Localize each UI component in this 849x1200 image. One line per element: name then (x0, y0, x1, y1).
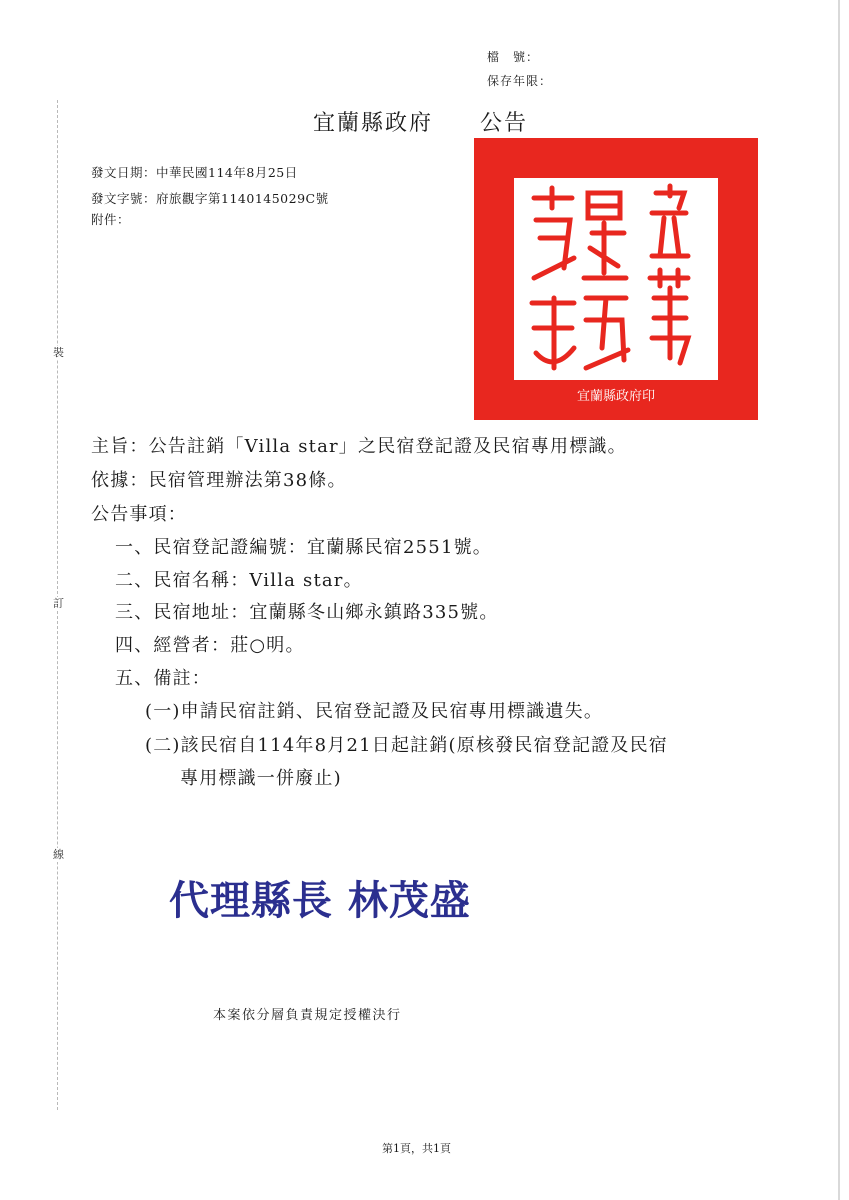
note-2-continued: 專用標識一併廢止) (180, 768, 342, 789)
attachment-label: 附件： (91, 212, 131, 227)
seal-caption: 宜蘭縣政府印 (576, 389, 656, 404)
note-2: (二)該民宿自114年8月21日起註銷(原核發民宿登記證及民宿 (145, 735, 668, 756)
item-operator: 四、經營者：莊○明。 (115, 635, 305, 656)
document-number-value: 府旅觀字第1140145029C號 (156, 191, 329, 206)
scan-edge (838, 0, 840, 1200)
file-no-label: 檔 號： (487, 50, 540, 64)
item-address: 三、民宿地址：宜蘭縣冬山鄉永鎮路335號。 (115, 602, 499, 623)
official-seal (474, 138, 758, 420)
document-type: 公告 (480, 111, 529, 136)
note-1: (一)申請民宿註銷、民宿登記證及民宿專用標識遺失。 (145, 701, 604, 722)
agency-name: 宜蘭縣政府 (313, 111, 434, 136)
page-footer: 第1頁，共1頁 (382, 1142, 451, 1155)
item-registration-no: 一、民宿登記證編號：宜蘭縣民宿2551號。 (115, 537, 493, 558)
item-remarks: 五、備註： (115, 668, 211, 689)
document-number (91, 189, 329, 208)
subject-line: 主旨：公告註銷「Villa star」之民宿登記證及民宿專用標識。 (91, 436, 627, 457)
retention-label: 保存年限： (487, 74, 553, 88)
signature-stamp (165, 852, 645, 952)
signature-text: 代理縣長 林茂盛 (169, 878, 471, 924)
issue-date-label: 發文日期： (91, 165, 157, 180)
issue-date (91, 163, 298, 182)
binding-mark-zhuang: 裝 (53, 346, 64, 359)
binding-mark-xian: 線 (53, 848, 64, 861)
document-number-label: 發文字號： (91, 191, 157, 206)
binding-mark-ding: 訂 (53, 597, 64, 610)
issue-date-value: 中華民國114年8月25日 (156, 165, 298, 180)
basis-line: 依據：民宿管理辦法第38條。 (91, 470, 347, 491)
item-name: 二、民宿名稱：Villa star。 (115, 570, 363, 591)
authorization-note: 本案依分層負責規定授權決行 (213, 1008, 402, 1023)
items-heading: 公告事項： (91, 504, 187, 525)
